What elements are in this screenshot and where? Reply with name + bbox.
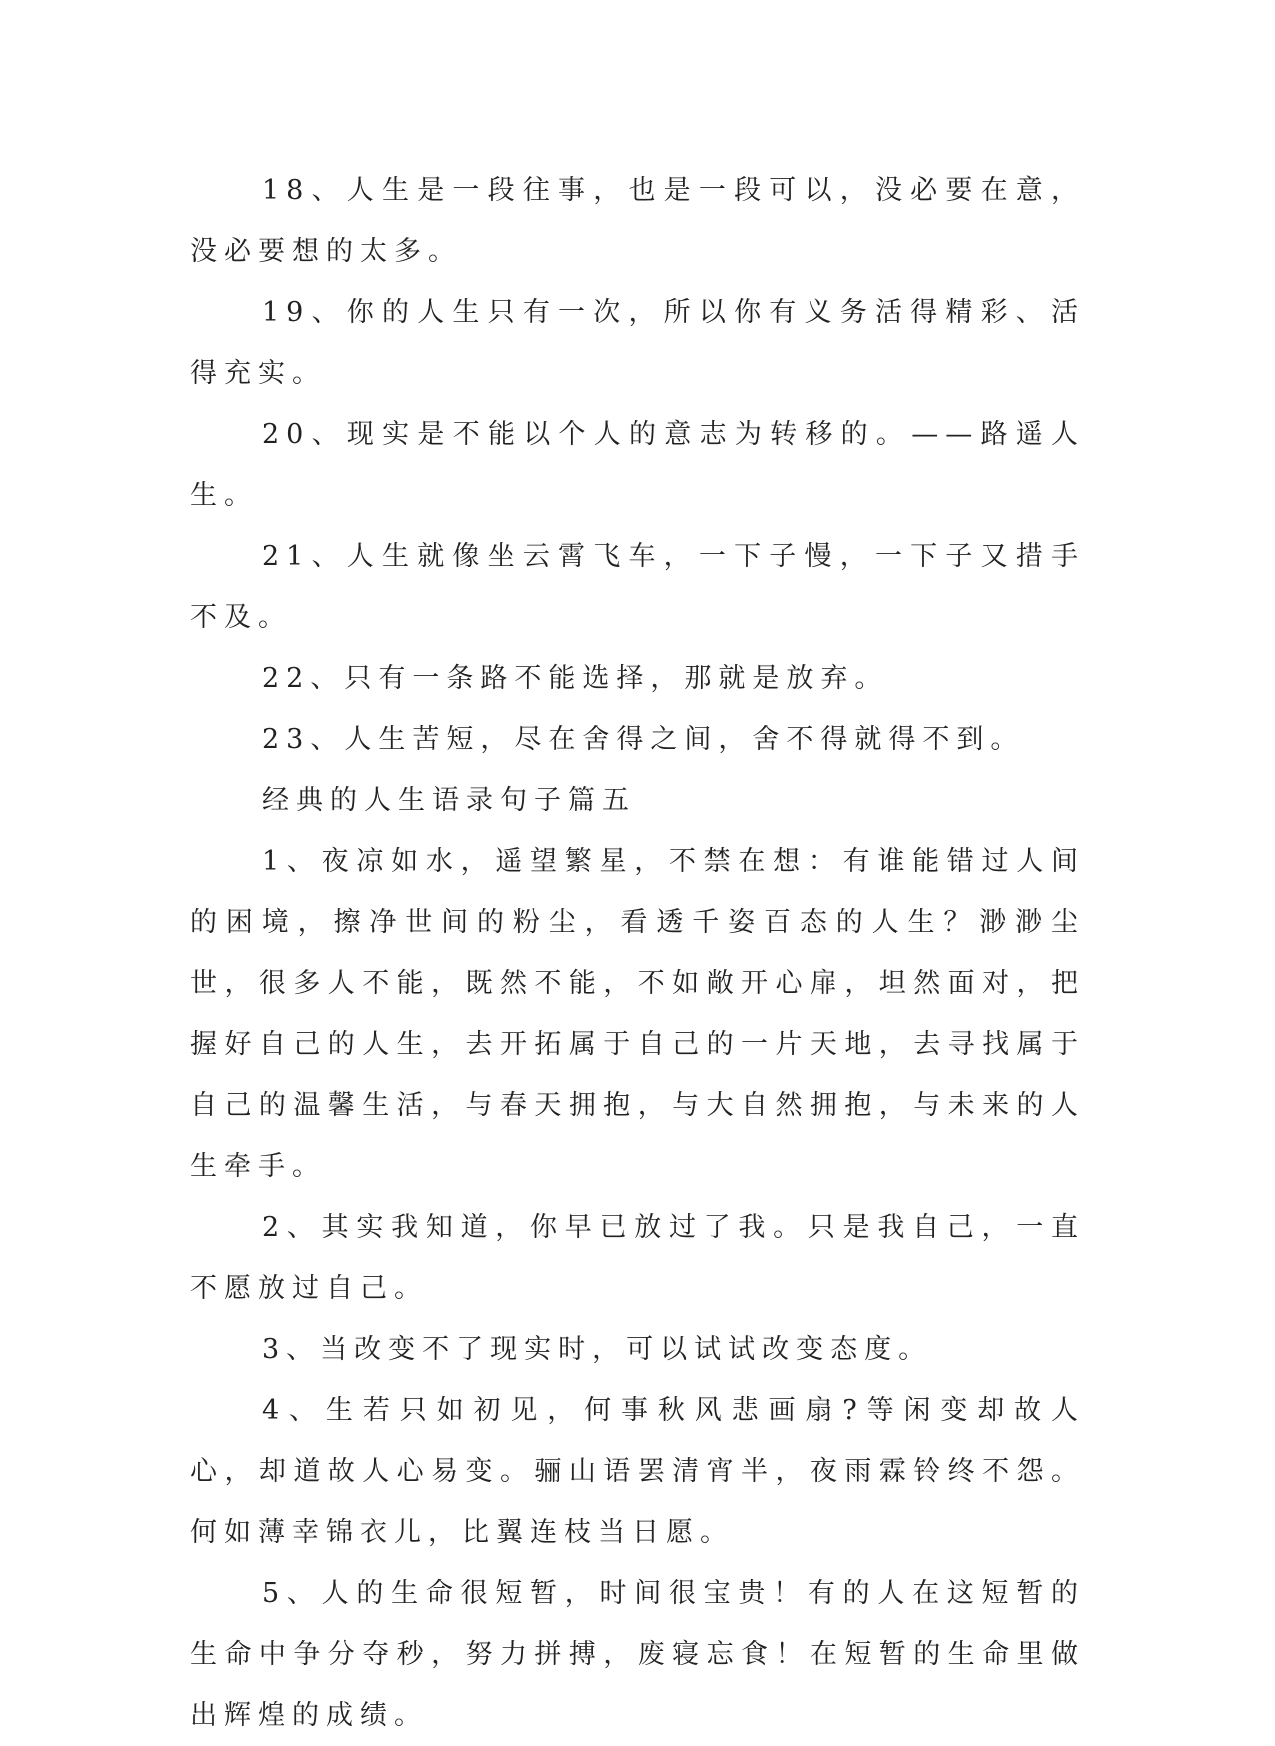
section-paragraph-2: 2、其实我知道，你早已放过了我。只是我自己，一直不愿放过自己。 bbox=[190, 1212, 1085, 1304]
paragraph-19: 19、你的人生只有一次，所以你有义务活得精彩、活得充实。 bbox=[190, 297, 1085, 389]
paragraph-18: 18、人生是一段往事，也是一段可以，没必要在意，没必要想的太多。 bbox=[190, 175, 1085, 267]
document-body bbox=[190, 160, 1085, 1746]
section-paragraph-1: 1、夜凉如水，遥望繁星，不禁在想：有谁能错过人间的困境，擦净世间的粉尘，看透千姿百态的人生？渺渺尘世，很多人不能，既然不能，不如敞开心扉，坦然面对，把握好自己的人生，去开拓属于自己的一片天地，去寻找属于自己的温馨生活，与春天拥抱，与大自然拥抱，与未来的人生牵手。 bbox=[190, 846, 1085, 1182]
paragraph-23: 23、人生苦短，尽在舍得之间，舍不得就得不到。 bbox=[262, 724, 1025, 755]
section-paragraph-3: 3、当改变不了现实时，可以试试改变态度。 bbox=[262, 1334, 933, 1365]
section-paragraph-5: 5、人的生命很短暂，时间很宝贵！有的人在这短暂的生命中争分夺秒，努力拼搏，废寝忘食！在短暂的生命里做出辉煌的成绩。 bbox=[190, 1578, 1085, 1731]
paragraph-21: 21、人生就像坐云霄飞车，一下子慢，一下子又措手不及。 bbox=[190, 541, 1085, 633]
section-title: 经典的人生语录句子篇五 bbox=[262, 785, 636, 816]
paragraph-22: 22、只有一条路不能选择，那就是放弃。 bbox=[262, 663, 889, 694]
paragraph-20: 20、现实是不能以个人的意志为转移的。——路遥人生。 bbox=[190, 419, 1085, 511]
section-paragraph-4: 4、生若只如初见，何事秋风悲画扇?等闲变却故人心，却道故人心易变。骊山语罢清宵半，夜雨霖铃终不怨。何如薄幸锦衣儿，比翼连枝当日愿。 bbox=[190, 1395, 1085, 1548]
